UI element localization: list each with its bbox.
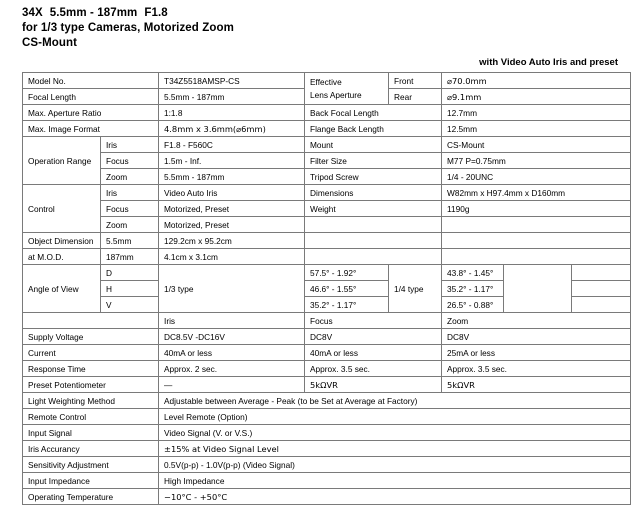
- iris-accurancy-label: Iris Accurancy: [23, 441, 159, 457]
- control-zoom-label: Zoom: [101, 217, 159, 233]
- table-row: [23, 105, 631, 121]
- current-zoom: 25mA or less: [442, 345, 631, 361]
- filter-size-value: M77 P=0.75mm: [442, 153, 631, 169]
- current-label: Current: [23, 345, 159, 361]
- flange-back-length-label: Flange Back Length: [305, 121, 442, 137]
- operation-range-label: Operation Range: [23, 137, 101, 185]
- table-row: [23, 473, 631, 489]
- input-impedance-value: High Impedance: [159, 473, 631, 489]
- table-row: [23, 393, 631, 409]
- table-row: [23, 249, 631, 265]
- response-time-zoom: Approx. 3.5 sec.: [442, 361, 631, 377]
- table-row: [23, 185, 631, 201]
- control-label: Control: [23, 185, 101, 233]
- operation-range-zoom-label: Zoom: [101, 169, 159, 185]
- blank-cell: [23, 313, 159, 329]
- front-value: ⌀70.0mm: [442, 73, 631, 89]
- rear-label: Rear: [389, 89, 442, 105]
- angle-of-view-type14-h: 35.2° - 1.17°: [442, 281, 504, 297]
- blank-cell: [442, 249, 631, 265]
- table-row: [23, 217, 631, 233]
- angle-of-view-type14-d: 43.8° - 1.45°: [442, 265, 504, 281]
- sensitivity-adjustment-value: 0.5V(p-p) - 1.0V(p-p) (Video Signal): [159, 457, 631, 473]
- light-weighting-method-value: Adjustable between Average - Peak (to be Set at Average at Factory): [159, 393, 631, 409]
- supply-voltage-iris: DC8.5V -DC16V: [159, 329, 305, 345]
- angle-of-view-type14-v: 26.5° - 0.88°: [442, 297, 504, 313]
- focal-length-value: 5.5mm - 187mm: [159, 89, 305, 105]
- response-time-focus: Approx. 3.5 sec.: [305, 361, 442, 377]
- page-subtitle-mount: CS-Mount: [22, 37, 78, 49]
- blank-cell: [572, 265, 631, 281]
- table-row: [23, 409, 631, 425]
- table-row: [23, 361, 631, 377]
- angle-of-view-type13-label: 1/3 type: [159, 265, 305, 313]
- table-row: [23, 377, 631, 393]
- table-row: [23, 441, 631, 457]
- blank-cell: [305, 249, 442, 265]
- angle-of-view-axis-h: H: [101, 281, 159, 297]
- operation-range-iris-label: Iris: [101, 137, 159, 153]
- control-iris-value: Video Auto Iris: [159, 185, 305, 201]
- page-title: [22, 6, 630, 21]
- sensitivity-adjustment-label: Sensitivity Adjustment: [23, 457, 159, 473]
- current-focus: 40mA or less: [305, 345, 442, 361]
- object-dimension-187-value: 4.1cm x 3.1cm: [159, 249, 305, 265]
- mount-label: Mount: [305, 137, 442, 153]
- operation-range-iris-value: F1.8 - F560C: [159, 137, 305, 153]
- remote-control-value: Level Remote (Option): [159, 409, 631, 425]
- front-label: Front: [389, 73, 442, 89]
- input-impedance-label: Input Impedance: [23, 473, 159, 489]
- flange-back-length-value: 12.5mm: [442, 121, 631, 137]
- light-weighting-method-label: Light Weighting Method: [23, 393, 159, 409]
- max-aperture-ratio-value: 1:1.8: [159, 105, 305, 121]
- blank-cell: [504, 265, 572, 313]
- angle-of-view-axis-d: D: [101, 265, 159, 281]
- electrical-header-iris: Iris: [159, 313, 305, 329]
- table-row: [23, 265, 631, 281]
- focal-length-label: Focal Length: [23, 89, 159, 105]
- supply-voltage-focus: DC8V: [305, 329, 442, 345]
- object-dimension-label-line1: Object Dimension: [23, 233, 101, 249]
- response-time-iris: Approx. 2 sec.: [159, 361, 305, 377]
- table-row: [23, 329, 631, 345]
- back-focal-length-label: Back Focal Length: [305, 105, 442, 121]
- max-image-format-label: Max. Image Format: [23, 121, 159, 137]
- object-dimension-label-line2: at M.O.D.: [23, 249, 101, 265]
- table-row: [23, 169, 631, 185]
- response-time-label: Response Time: [23, 361, 159, 377]
- tripod-screw-label: Tripod Screw: [305, 169, 442, 185]
- feature-note: with Video Auto Iris and preset: [479, 57, 618, 68]
- object-dimension-187-label: 187mm: [101, 249, 159, 265]
- supply-voltage-zoom: DC8V: [442, 329, 631, 345]
- table-row: [23, 345, 631, 361]
- angle-of-view-type13-v: 35.2° - 1.17°: [305, 297, 389, 313]
- table-row: [23, 313, 631, 329]
- electrical-header-focus: Focus: [305, 313, 442, 329]
- table-row: [23, 425, 631, 441]
- effective-label-line1: Effective: [310, 77, 342, 87]
- electrical-header-zoom: Zoom: [442, 313, 631, 329]
- back-focal-length-value: 12.7mm: [442, 105, 631, 121]
- dimensions-label: Dimensions: [305, 185, 442, 201]
- model-label: Model No.: [23, 73, 159, 89]
- filter-size-label: Filter Size: [305, 153, 442, 169]
- input-signal-value: Video Signal (V. or V.S.): [159, 425, 631, 441]
- weight-label: Weight: [305, 201, 442, 217]
- blank-cell: [305, 233, 442, 249]
- preset-potentiometer-iris: —: [159, 377, 305, 393]
- control-iris-label: Iris: [101, 185, 159, 201]
- control-focus-label: Focus: [101, 201, 159, 217]
- control-focus-value: Motorized, Preset: [159, 201, 305, 217]
- object-dimension-55-value: 129.2cm x 95.2cm: [159, 233, 305, 249]
- supply-voltage-label: Supply Voltage: [23, 329, 159, 345]
- preset-potentiometer-label: Preset Potentiometer: [23, 377, 159, 393]
- blank-cell: [572, 297, 631, 313]
- blank-cell: [442, 217, 631, 233]
- rear-value: ⌀9.1mm: [442, 89, 631, 105]
- input-signal-label: Input Signal: [23, 425, 159, 441]
- preset-potentiometer-focus: 5kΩVR: [305, 377, 442, 393]
- title-focal-range: 5.5mm - 187mm: [49, 7, 138, 19]
- angle-of-view-type14-label: 1/4 type: [389, 265, 442, 313]
- angle-of-view-type13-h: 46.6° - 1.55°: [305, 281, 389, 297]
- operation-range-zoom-value: 5.5mm - 187mm: [159, 169, 305, 185]
- table-row: [23, 121, 631, 137]
- table-row: [23, 201, 631, 217]
- angle-of-view-type13-d: 57.5° - 1.92°: [305, 265, 389, 281]
- max-aperture-ratio-label: Max. Aperture Ratio: [23, 105, 159, 121]
- dimensions-value: W82mm x H97.4mm x D160mm: [442, 185, 631, 201]
- title-aperture: F1.8: [144, 7, 168, 19]
- weight-value: 1190g: [442, 201, 631, 217]
- table-row: [23, 73, 631, 89]
- page-subtitle-camera-type: for 1/3 type Cameras, Motorized Zoom: [22, 22, 234, 34]
- object-dimension-55-label: 5.5mm: [101, 233, 159, 249]
- operation-range-focus-value: 1.5m - Inf.: [159, 153, 305, 169]
- iris-accurancy-value: ±15% at Video Signal Level: [159, 441, 631, 457]
- operating-temperature-label: Operating Temperature: [23, 489, 159, 505]
- current-iris: 40mA or less: [159, 345, 305, 361]
- blank-cell: [572, 281, 631, 297]
- specification-table: [22, 72, 631, 505]
- angle-of-view-axis-v: V: [101, 297, 159, 313]
- mount-value: CS-Mount: [442, 137, 631, 153]
- table-row: [23, 137, 631, 153]
- preset-potentiometer-zoom: 5kΩVR: [442, 377, 631, 393]
- table-row: [23, 457, 631, 473]
- angle-of-view-label: Angle of View: [23, 265, 101, 313]
- tripod-screw-value: 1/4 - 20UNC: [442, 169, 631, 185]
- max-image-format-value: 4.8mm x 3.6mm(⌀6mm): [159, 121, 305, 137]
- blank-cell: [442, 233, 631, 249]
- operation-range-focus-label: Focus: [101, 153, 159, 169]
- remote-control-label: Remote Control: [23, 409, 159, 425]
- table-row: [23, 489, 631, 505]
- table-row: [23, 153, 631, 169]
- operating-temperature-value: −10°C - +50°C: [159, 489, 631, 505]
- control-zoom-value: Motorized, Preset: [159, 217, 305, 233]
- table-row: [23, 233, 631, 249]
- effective-lens-aperture-label: [305, 73, 389, 105]
- effective-label-line2: Lens Aperture: [310, 90, 362, 100]
- blank-cell: [305, 217, 442, 233]
- model-value: T34Z5518AMSP-CS: [159, 73, 305, 89]
- title-zoom-ratio: 34X: [22, 7, 43, 19]
